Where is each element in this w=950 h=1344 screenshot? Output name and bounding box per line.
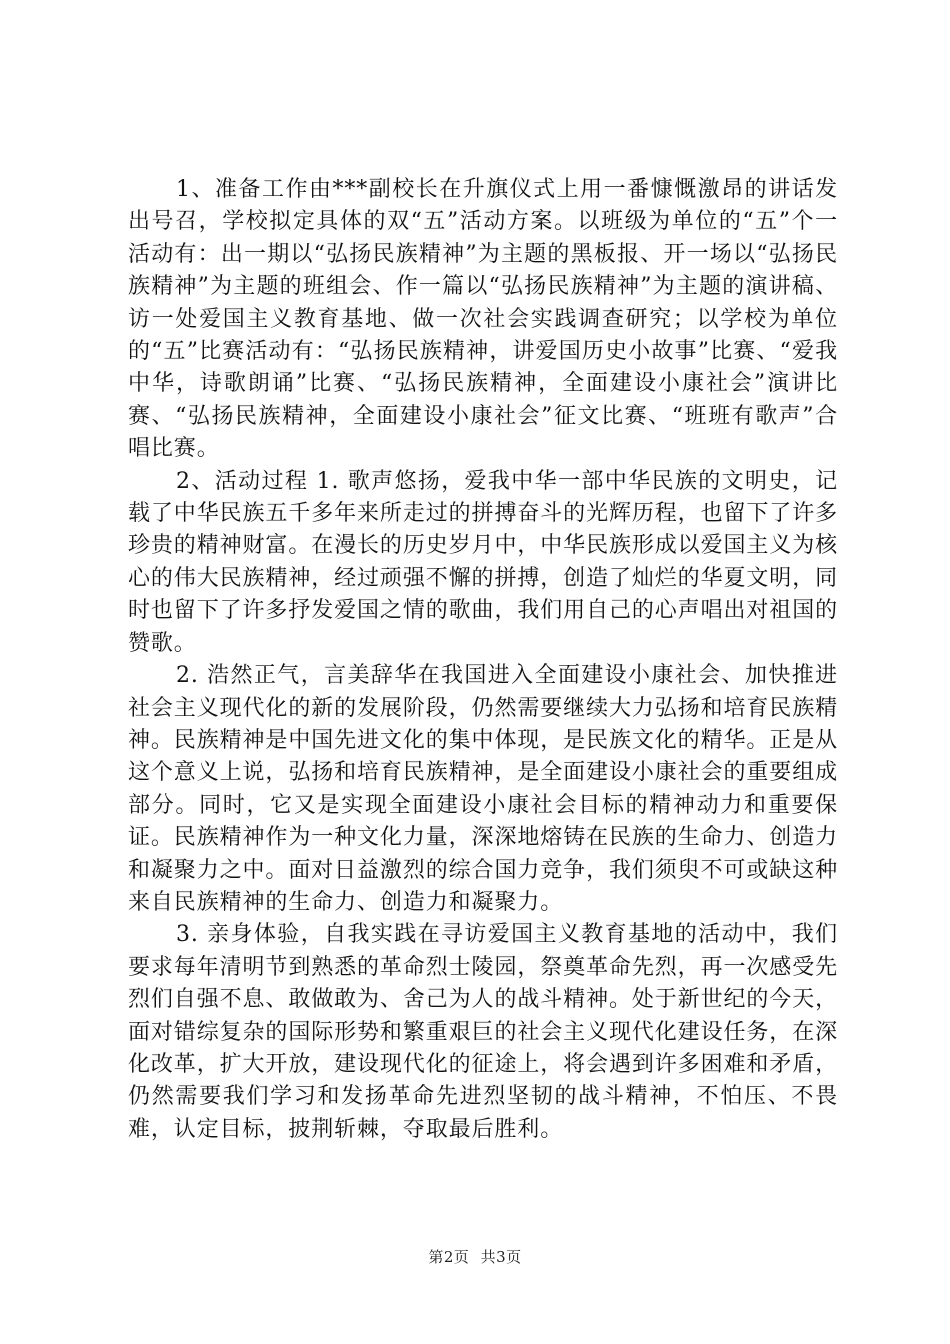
paragraph-experience: 3. 亲身体验，自我实践在寻访爱国主义教育基地的活动中，我们要求每年清明节到熟悉的革命烈士陵园，祭奠革命先烈，再一次感受先烈们自强不息、敢做敢为、舍己为人的战斗精神。处于新世纪的今天，面对错综复杂的国际形势和繁重艰巨的社会主义现代化建设任务，在深化改革，扩大开放，建设现代化的征途上，将会遇到许多困难和矛盾，仍然需要我们学习和发扬革命先进烈坚韧的战斗精神，不怕压、不畏难，认定目标，披荆斩棘，夺取最后胜利。 <box>128 922 838 1142</box>
page-total: 共3页 <box>480 1248 522 1266</box>
page-number: 第2页 <box>428 1248 470 1266</box>
document-body <box>128 174 838 1146</box>
paragraph-righteousness: 2. 浩然正气，言美辞华在我国进入全面建设小康社会、加快推进社会主义现代化的新的发展阶段，仍然需要继续大力弘扬和培育民族精神。民族精神是中国先进文化的集中体现，是民族文化的精华。正是从这个意义上说，弘扬和培育民族精神，是全面建设小康社会的重要组成部分。同时，它又是实现全面建设小康社会目标的精神动力和重要保证。民族精神作为一种文化力量，深深地熔铸在民族的生命力、创造力和凝聚力之中。面对日益激烈的综合国力竞争，我们须臾不可或缺这种来自民族精神的生命力、创造力和凝聚力。 <box>128 663 838 915</box>
paragraph-preparation: 1、准备工作由***副校长在升旗仪式上用一番慷慨激昂的讲话发出号召，学校拟定具体的双“五”活动方案。以班级为单位的“五”个一活动有：出一期以“弘扬民族精神”为主题的黑板报、开一场以“弘扬民族精神”为主题的班组会、作一篇以“弘扬民族精神”为主题的演讲稿、访一处爱国主义教育基地、做一次社会实践调查研究；以学校为单位的“五”比赛活动有：“弘扬民族精神，讲爱国历史小故事”比赛、“爱我中华，诗歌朗诵”比赛、“弘扬民族精神，全面建设小康社会”演讲比赛、“弘扬民族精神，全面建设小康社会”征文比赛、“班班有歌声”合唱比赛。 <box>128 177 838 462</box>
paragraph-activity-process: 2、活动过程 1. 歌声悠扬，爱我中华一部中华民族的文明史，记载了中华民族五千多年来所走过的拼搏奋斗的光辉历程，也留下了许多珍贵的精神财富。在漫长的历史岁月中，中华民族形成以爱国主义为核心的伟大民族精神，经过顽强不懈的拼搏，创造了灿烂的华夏文明，同时也留下了许多抒发爱国之情的歌曲，我们用自己的心声唱出对祖国的赞歌。 <box>128 468 838 656</box>
page-footer <box>0 1246 950 1267</box>
